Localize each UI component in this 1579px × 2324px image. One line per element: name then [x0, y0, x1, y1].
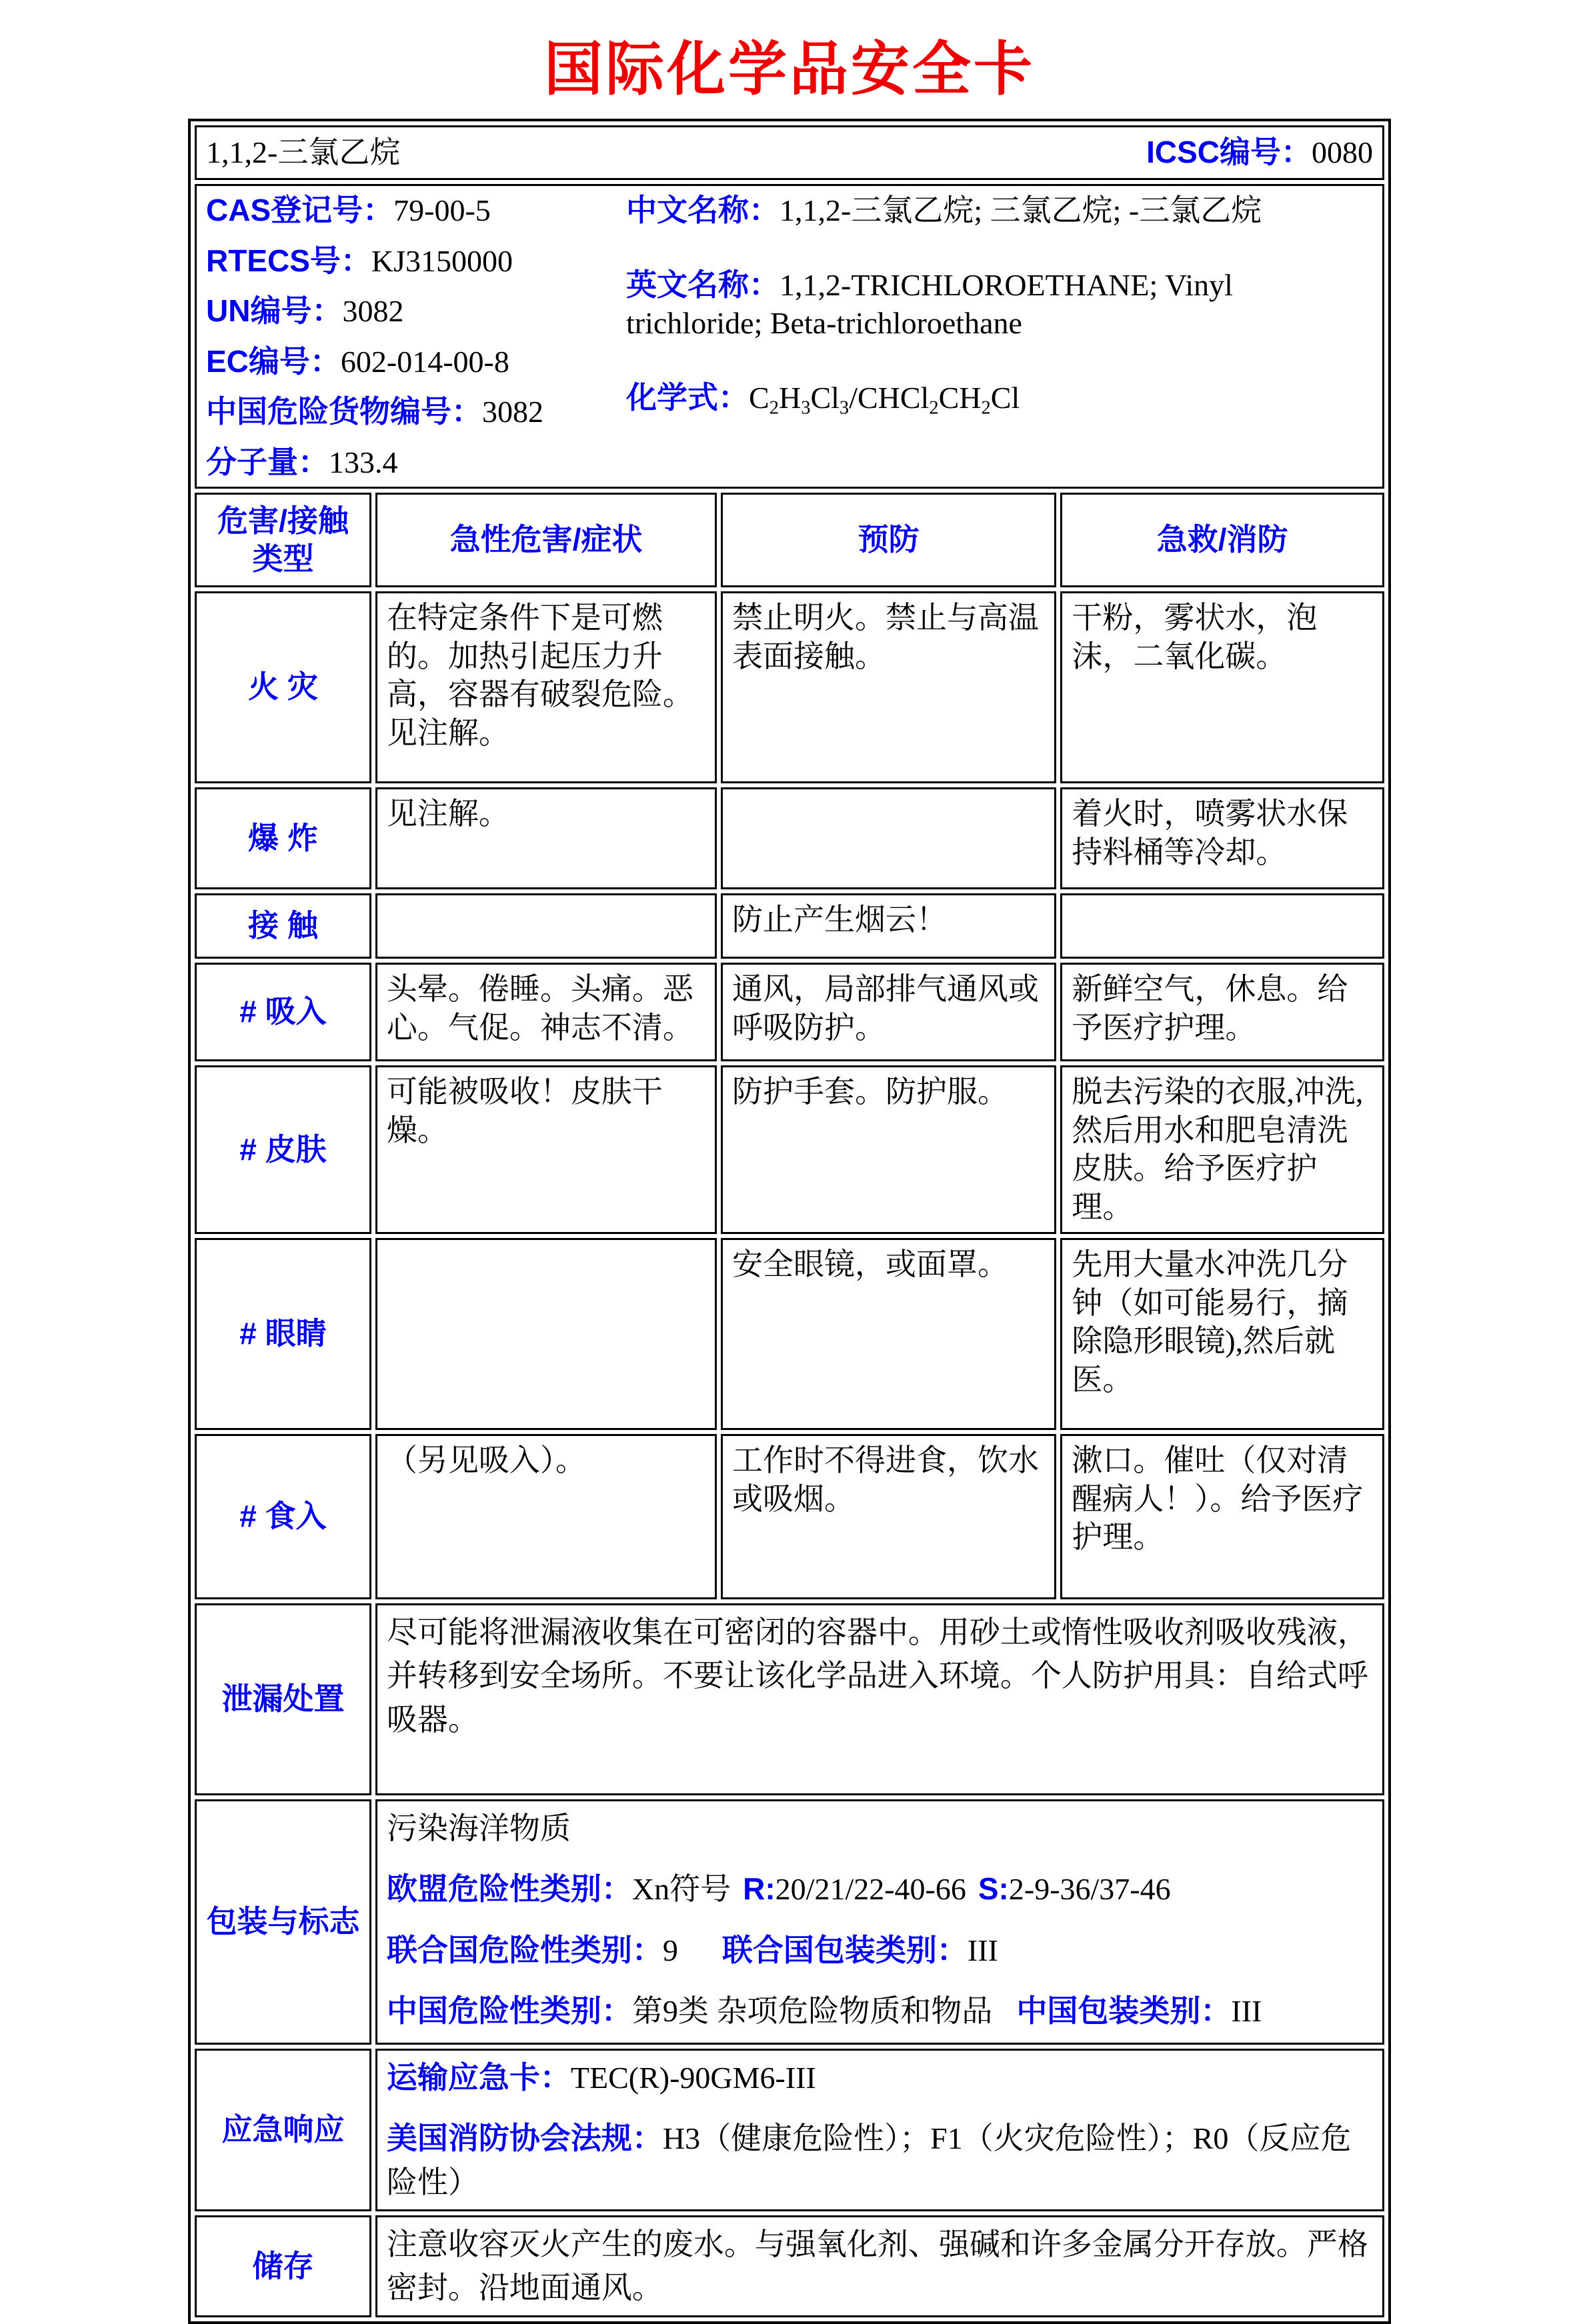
storage-text: 注意收容灭火产生的废水。与强氧化剂、强碱和许多金属分开存放。严格密封。沿地面通风。	[375, 2215, 1384, 2317]
hazard-type-cell: # 皮肤	[195, 1065, 371, 1234]
nfpa-line	[387, 2117, 1373, 2204]
un-class-value: 9	[662, 1933, 678, 1967]
ec-value: 602-014-00-8	[340, 344, 509, 379]
hazard-header-row	[195, 493, 1384, 587]
identity-item-ec	[206, 343, 626, 381]
china-dg-value: 3082	[482, 395, 543, 429]
r-phrases-label: R:	[743, 1871, 775, 1907]
emergency-label: 应急响应	[195, 2049, 371, 2211]
symptoms-cell: （另见吸入）。	[375, 1434, 717, 1599]
packaging-section	[195, 1799, 1384, 2045]
hazard-type-cell: 爆 炸	[195, 787, 371, 889]
english-name-label: 英文名称：	[626, 267, 779, 302]
prevention-cell: 防止产生烟云！	[721, 893, 1056, 959]
china-dg-label: 中国危险货物编号：	[206, 394, 482, 429]
chinese-name-label: 中文名称：	[626, 193, 779, 227]
packaging-label: 包装与标志	[195, 1799, 371, 2045]
hazard-row-explosion	[195, 787, 1384, 889]
eu-class-label: 欧盟危险性类别：	[386, 1871, 632, 1907]
cn-pack-label: 中国包装类别：	[1016, 1993, 1232, 2028]
r-phrases-value: 20/21/22-40-66	[775, 1872, 966, 1907]
identity-cell	[195, 184, 1384, 489]
symptoms-cell: 可能被吸收！皮肤干燥。	[375, 1065, 717, 1234]
un-pack-label: 联合国包装类别：	[721, 1932, 968, 1967]
hazard-row-contact	[195, 893, 1384, 959]
firstaid-cell: 先用大量水冲洗几分钟（如可能易行，摘除隐形眼镜),然后就医。	[1060, 1238, 1384, 1430]
hazard-header-symptoms: 急性危害/症状	[375, 493, 717, 587]
english-name-value: 1,1,2-TRICHLOROETHANE; Vinyl trichloride; Beta-trichloroethane	[626, 267, 1233, 340]
hazard-header-prevention: 预防	[721, 493, 1056, 587]
ec-label: EC编号：	[206, 343, 341, 379]
chemical-formula	[626, 379, 1373, 420]
prevention-cell: 安全眼镜，或面罩。	[721, 1238, 1056, 1430]
icsc-number	[1146, 133, 1373, 172]
cn-pack-value: III	[1231, 1993, 1262, 2028]
product-name: 1,1,2-三氯乙烷	[206, 135, 401, 170]
firstaid-cell: 着火时，喷雾状水保持料桶等冷却。	[1060, 787, 1384, 889]
un-label: UN编号：	[206, 293, 343, 328]
nfpa-label: 美国消防协会法规：	[386, 2121, 663, 2156]
tec-card-line	[387, 2056, 1373, 2099]
symptoms-cell: 头晕。倦睡。头痛。恶心。气促。神志不清。	[375, 963, 717, 1061]
spill-label: 泄漏处置	[195, 1603, 371, 1795]
cas-label: CAS登记号：	[206, 193, 394, 227]
prevention-cell: 工作时不得进食，饮水或吸烟。	[721, 1434, 1056, 1599]
eu-classification-line	[387, 1867, 1373, 1911]
hazard-row-eyes	[195, 1238, 1384, 1430]
icsc-card	[188, 119, 1391, 2324]
identification-bar	[195, 125, 1384, 180]
formula-label: 化学式：	[626, 379, 749, 415]
english-name	[626, 266, 1373, 343]
identity-item-cas	[206, 191, 626, 230]
symptoms-cell: 在特定条件下是可燃的。加热引起压力升高，容器有破裂危险。见注解。	[375, 591, 717, 783]
identity-section	[195, 184, 1384, 489]
molweight-label: 分子量：	[206, 444, 329, 479]
emergency-section	[195, 2049, 1384, 2211]
storage-label: 储存	[195, 2215, 371, 2317]
cn-class-label: 中国危险性类别：	[386, 1993, 632, 2028]
cn-classification-line	[387, 1989, 1373, 2033]
un-pack-value: III	[967, 1933, 998, 1967]
symptoms-cell	[375, 893, 717, 959]
prevention-cell	[721, 787, 1056, 889]
cn-class-value: 第9类 杂项危险物质和物品	[631, 1993, 993, 2028]
un-value: 3082	[342, 294, 404, 328]
emergency-content	[375, 2049, 1384, 2211]
tec-card-label: 运输应急卡：	[386, 2060, 571, 2095]
icsc-number-label: ICSC编号：	[1146, 135, 1312, 170]
prevention-cell: 通风，局部排气通风或呼吸防护。	[721, 963, 1056, 1061]
identity-item-un	[206, 292, 626, 331]
un-classification-line	[387, 1929, 1373, 1972]
firstaid-cell	[1060, 893, 1384, 959]
chinese-name	[626, 191, 1373, 230]
hazard-header-firstaid: 急救/消防	[1060, 493, 1384, 587]
rtecs-value: KJ3150000	[371, 243, 513, 278]
symptoms-cell	[375, 1238, 717, 1430]
prevention-cell: 禁止明火。禁止与高温表面接触。	[721, 591, 1056, 783]
hazard-type-cell: # 眼睛	[195, 1238, 371, 1430]
tec-card-value: TEC(R)-90GM6-III	[570, 2061, 816, 2095]
firstaid-cell: 新鲜空气，休息。给予医疗护理。	[1060, 963, 1384, 1061]
symptoms-cell: 见注解。	[375, 787, 717, 889]
icsc-number-value: 0080	[1312, 135, 1373, 170]
identity-item-rtecs	[206, 242, 626, 281]
eu-class-value: Xn符号	[631, 1872, 731, 1907]
cas-value: 79-00-5	[393, 193, 491, 227]
firstaid-cell: 干粉，雾状水，泡沫，二氧化碳。	[1060, 591, 1384, 783]
nfpa-value: H3（健康危险性）；F1（火灾危险性）；R0（反应危险性）	[386, 2121, 1352, 2199]
hazard-row-skin	[195, 1065, 1384, 1234]
prevention-cell: 防护手套。防护服。	[721, 1065, 1056, 1234]
spill-text: 尽可能将泄漏液收集在可密闭的容器中。用砂土或惰性吸收剂吸收残液，并转移到安全场所。不要让该化学品进入环境。个人防护用具：自给式呼吸器。	[375, 1603, 1384, 1795]
rtecs-label: RTECS号：	[206, 243, 371, 278]
un-class-label: 联合国危险性类别：	[386, 1932, 663, 1967]
hazard-row-fire	[195, 591, 1384, 783]
hazard-type-cell: # 食入	[195, 1434, 371, 1599]
hazard-type-cell: # 吸入	[195, 963, 371, 1061]
s-phrases-value: 2-9-36/37-46	[1008, 1872, 1171, 1907]
storage-section	[195, 2215, 1384, 2317]
firstaid-cell: 漱口。催吐（仅对清醒病人！）。给予医疗护理。	[1060, 1434, 1384, 1599]
packaging-content	[375, 1799, 1384, 2045]
spill-section	[195, 1603, 1384, 1795]
hazard-type-cell: 火 灾	[195, 591, 371, 783]
identification-bar-cell	[195, 125, 1384, 180]
page-title: 国际化学品安全卡	[543, 36, 1035, 102]
identity-item-molweight	[206, 443, 626, 482]
hazard-row-inhalation	[195, 963, 1384, 1061]
formula-value: $C_2H_3Cl_3/CHCl_2CH_2Cl$	[749, 380, 1020, 419]
hazard-header-type: 危害/接触 类型	[195, 493, 371, 587]
marine-pollutant-note: 污染海洋物质	[386, 1811, 571, 1845]
registry-numbers	[206, 191, 626, 481]
hazard-row-ingestion	[195, 1434, 1384, 1599]
chinese-name-value: 1,1,2-三氯乙烷; 三氯乙烷; -三氯乙烷	[779, 193, 1262, 227]
identity-item-china-dg	[206, 393, 626, 431]
chemical-names	[626, 191, 1373, 481]
firstaid-cell: 脱去污染的衣服,冲洗,然后用水和肥皂清洗皮肤。给予医疗护理。	[1060, 1065, 1384, 1234]
s-phrases-label: S:	[978, 1871, 1009, 1907]
hazard-type-cell: 接 触	[195, 893, 371, 959]
molweight-value: 133.4	[329, 445, 398, 479]
